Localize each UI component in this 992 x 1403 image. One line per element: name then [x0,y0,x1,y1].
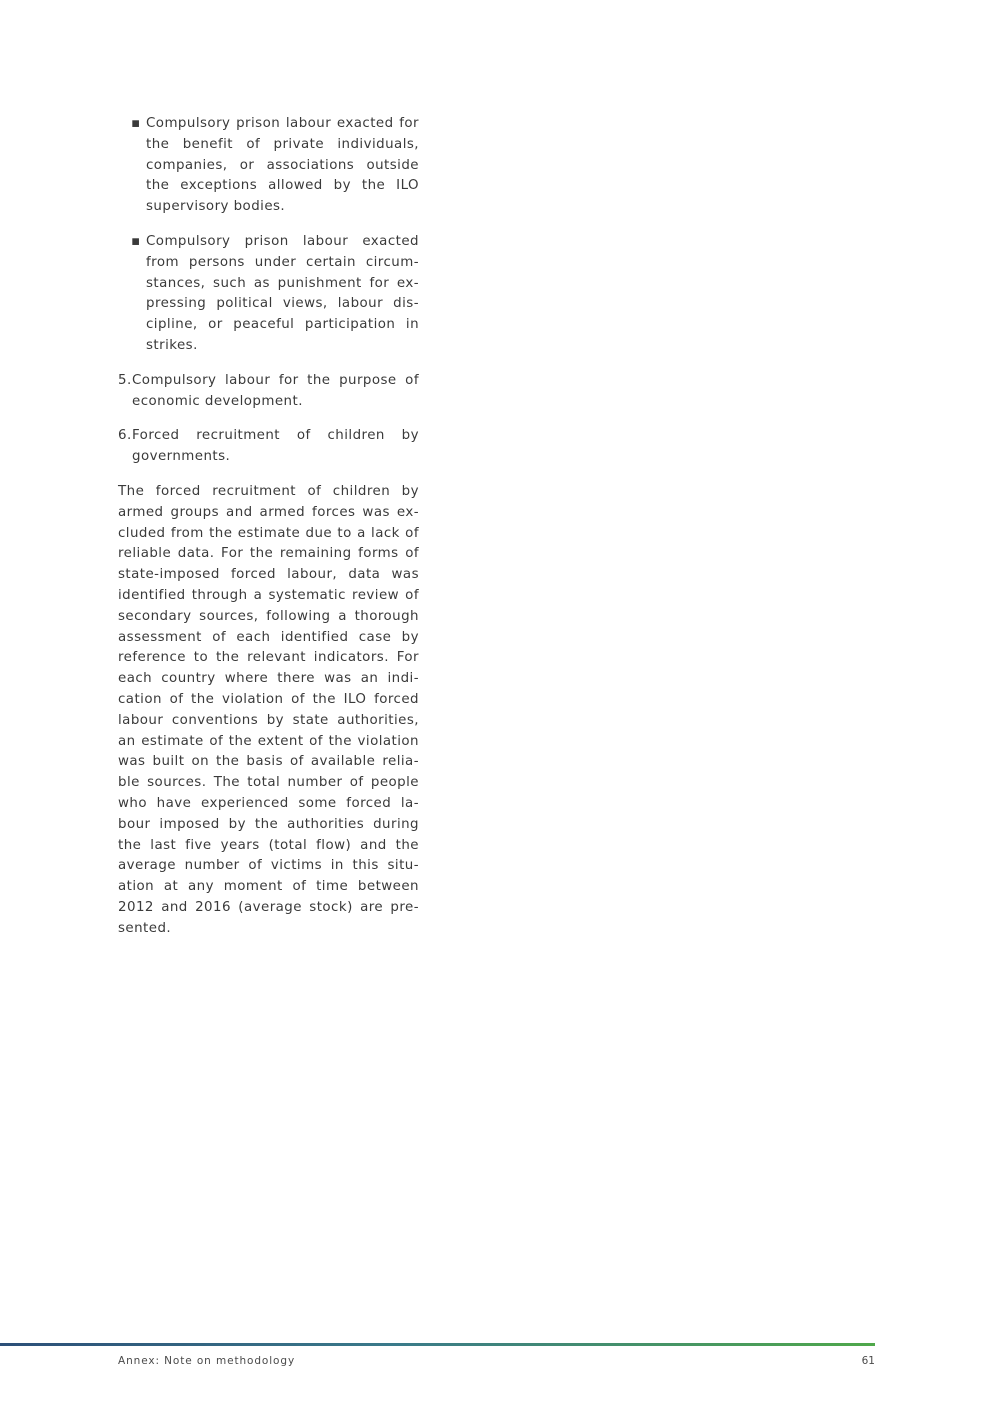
footer-section-title: Annex: Note on methodology [118,1355,296,1367]
body-paragraph: The forced recruitment of children by armed groups and armed forces was ex-cluded from the estimate due to a lack of reliable data. For the remaining forms of state-imposed forced labour, data was identified through a systematic review of secondary sources, following a thorough assessment of each identified case by reference to the relevant indicators. For each country where there was an indi-cation of the violation of the ILO forced labour conventions by state authorities, an estimate of the extent of the violation was built on the basis of available relia-ble sources. The total number of people who have experienced some forced la-bour imposed by the authorities during the last five years (total flow) and the average number of victims in this situ-ation at any moment of time between 2012 and 2016 (average stock) are pre-sented. [118,483,419,936]
bullet-item [118,232,419,357]
item-number: 6. [118,428,132,444]
footer-rule [0,1343,875,1346]
numbered-text: Compulsory labour for the purpose of economic development. [132,372,419,409]
bullet-text: Compulsory prison labour exacted for the benefit of private individuals, companies, or associations outside the exceptions allowed by the ILO supervisory bodies. [146,116,419,215]
numbered-item [118,426,419,468]
bullet-marker: ▪ [131,116,141,131]
item-number: 5. [118,372,132,388]
bullet-text: Compulsory prison labour exacted from persons under certain circum-stances, such as punishment for ex-pressing political views, labour dis-cipline, or peaceful participation in strikes. [146,233,419,353]
bullet-marker: ▪ [131,233,141,249]
text-column [118,114,419,939]
page-number: 61 [861,1355,875,1367]
bullet-item [118,114,419,218]
numbered-text: Forced recruitment of children by governments. [132,428,419,465]
numbered-item [118,371,419,413]
